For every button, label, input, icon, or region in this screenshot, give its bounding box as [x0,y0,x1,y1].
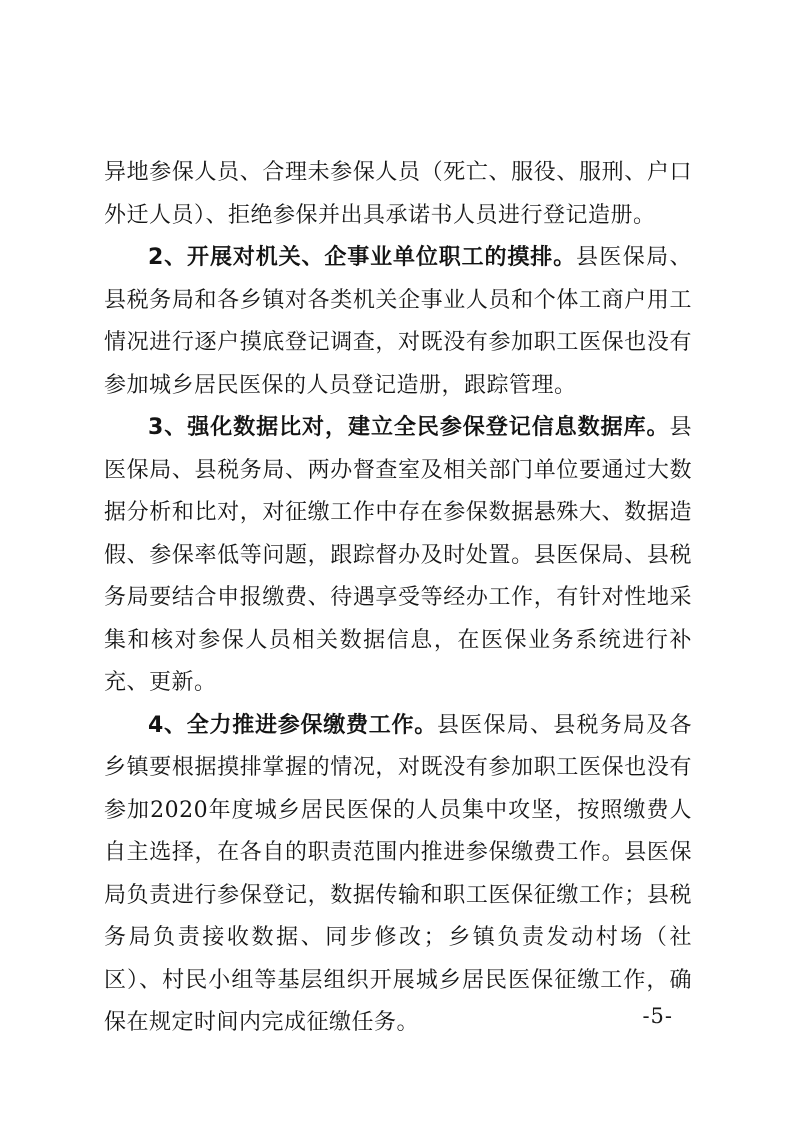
paragraph-text: 县医保局、县税务局和各乡镇对各类机关企事业人员和个体工商户用工情况进行逐户摸底登记调查，对既没有参加职工医保也没有参加城乡居民医保的人员登记造册，跟踪管理。 [104,245,692,398]
paragraph [104,705,692,1045]
paragraph [104,237,692,407]
paragraph-text: 异地参保人员、合理未参保人员（死亡、服役、服刑、户口外迁人员）、拒绝参保并出具承诺书人员进行登记造册。 [104,160,692,228]
paragraph-lead: 3、强化数据比对，建立全民参保登记信息数据库。 [148,415,670,440]
paragraph-lead: 4、全力推进参保缴费工作。 [148,712,438,738]
paragraph-text: 县医保局、县税务局、两办督查室及相关部门单位要通过大数据分析和比对，对征缴工作中存在参保数据悬殊大、数据造假、参保率低等问题，跟踪督办及时处置。县医保局、县税务局要结合申报缴费、待遇享受等经办工作，有针对性地采集和核对参保人员相关数据信息，在医保业务系统进行补充、更新。 [104,415,692,695]
paragraph-text: 县医保局、县税务局及各乡镇要根据摸排掌握的情况，对既没有参加职工医保也没有参加2020年度城乡居民医保的人员集中攻坚，按照缴费人自主选择，在各自的职责范围内推进参保缴费工作。县医保局负责进行参保登记，数据传输和职工医保征缴工作；县税务局负责接收数据、同步修改；乡镇负责发动村场（社区）、村民小组等基层组织开展城乡居民医保征缴工作，确保在规定时间内完成征缴任务。 [104,712,692,1035]
paragraph-lead: 2、开展对机关、企事业单位职工的摸排。 [148,245,576,270]
page-number: -5- [642,1004,673,1028]
paragraph [104,407,692,705]
document-body [104,152,692,1045]
paragraph [104,152,692,237]
